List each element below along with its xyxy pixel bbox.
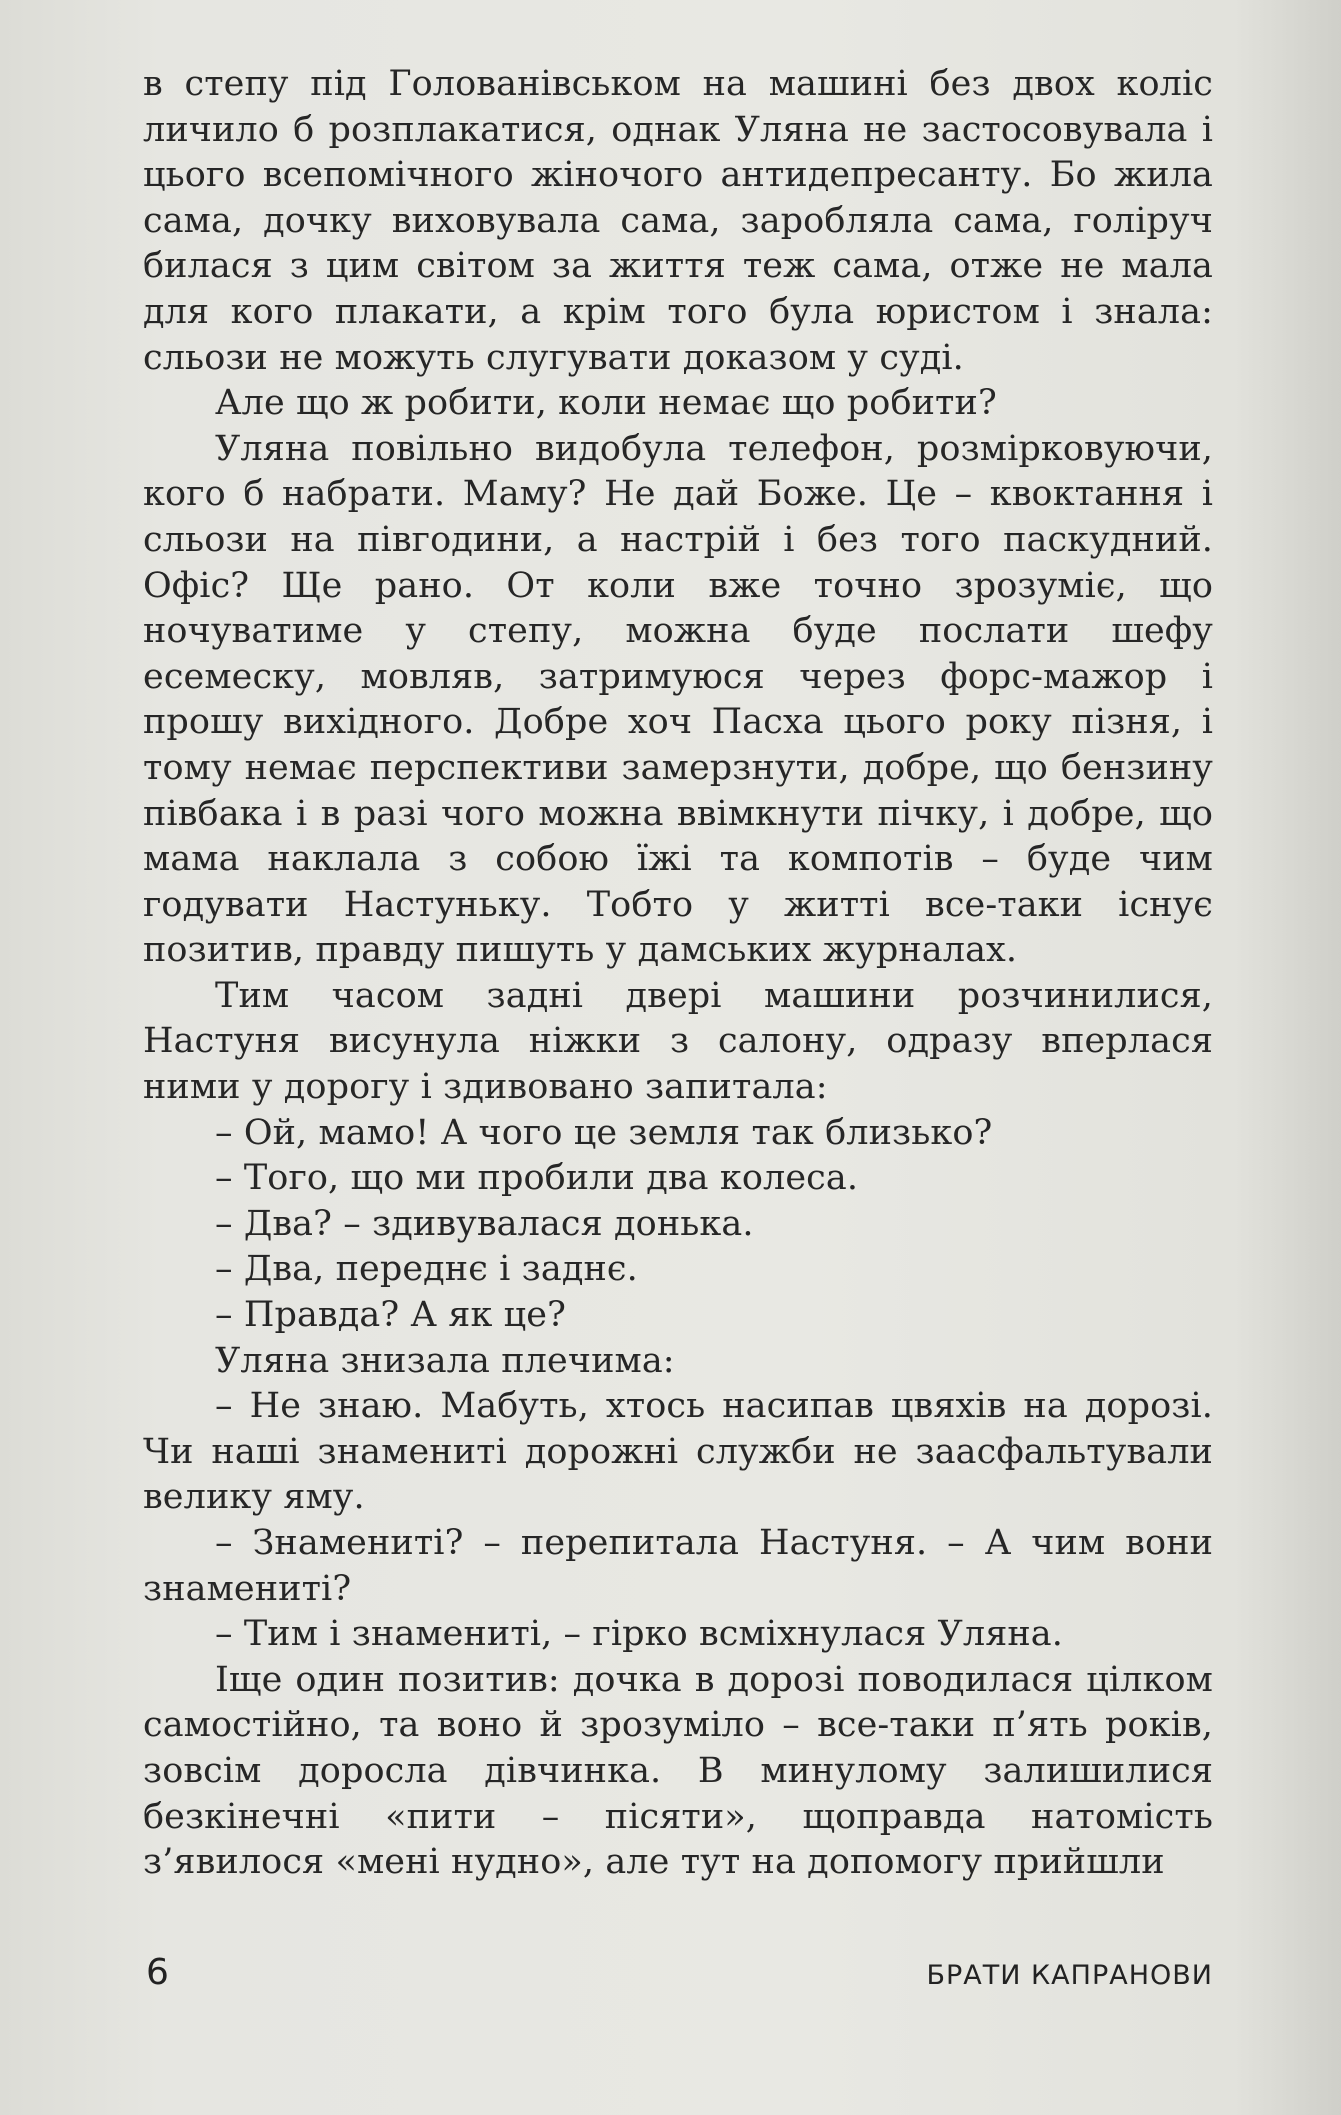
dialogue-line: – Два? – здивувалася донька. — [215, 1203, 754, 1244]
dialogue-line: – Тим і знамениті, – гірко всміхнулася Уляна. — [215, 1614, 1064, 1655]
dialogue-line: – Не знаю. Мабуть, хтось насипав цвяхів на дорозі. Чи наші знамениті дорожні служби не заасфальтували велику яму. — [143, 1386, 1213, 1518]
page-number: 6 — [146, 1952, 169, 1993]
dialogue-line: – Ой, мамо! А чого це земля так близько? — [215, 1112, 993, 1153]
paragraph: Уляна повільно видобула телефон, розмірковуючи, кого б набрати. Маму? Не дай Боже. Це – квоктання і сльози на півгодини, а настрій і без того паскудний. Офіс? Ще рано. От коли вже точно зрозуміє, що ночуватиме у степу, можна буде послати шефу есемеску, мовляв, затримуюся через форс-мажор і прошу вихідного. Добре хоч Пасха цього року пізня, і тому немає перспективи замерзнути, добре, що бензину півбака і в разі чого можна ввімкнути пічку, і добре, що мама наклала з собою їжі та компотів – буде чим годувати Настуньку. Тобто у житті все-таки існує позитив, правду пишуть у дамських журналах. — [143, 428, 1213, 971]
paragraph: Але що ж робити, коли немає що робити? — [215, 383, 997, 424]
body-text — [143, 62, 1213, 1886]
paragraph: Уляна знизала плечима: — [215, 1340, 675, 1381]
running-footer-author: БРАТИ КАПРАНОВИ — [926, 1960, 1213, 1991]
dialogue-line: – Знамениті? – перепитала Настуня. – А чим вони знамениті? — [143, 1523, 1213, 1609]
paragraph: Іще один позитив: дочка в дорозі поводилася цілком самостійно, та воно й зрозуміло – все-таки п’ять років, зовсім доросла дівчинка. В минулому залишилися безкінечні «пити – пісяти», щоправда натомість з’явилося «мені нудно», але тут на допомогу прийшли — [143, 1659, 1213, 1883]
paragraph-continuation: в степу під Голованівськом на машині без двох коліс личило б розплакатися, однак Уляна не застосовувала і цього всепомічного жіночого антидепресанту. Бо жила сама, дочку виховувала сама, заробляла сама, голіруч билася з цим світом за життя теж сама, отже не мала для кого плакати, а крім того була юристом і знала: сльози не можуть слугувати доказом у суді. — [143, 64, 1213, 378]
dialogue-line: – Того, що ми пробили два колеса. — [215, 1158, 859, 1199]
paragraph: Тим часом задні двері машини розчинилися, Настуня висунула ніжки з салону, одразу вперлася ними у дорогу і здивовано запитала: — [143, 975, 1213, 1108]
dialogue-line: – Правда? А як це? — [215, 1295, 566, 1336]
dialogue-line: – Два, переднє і заднє. — [215, 1249, 638, 1290]
